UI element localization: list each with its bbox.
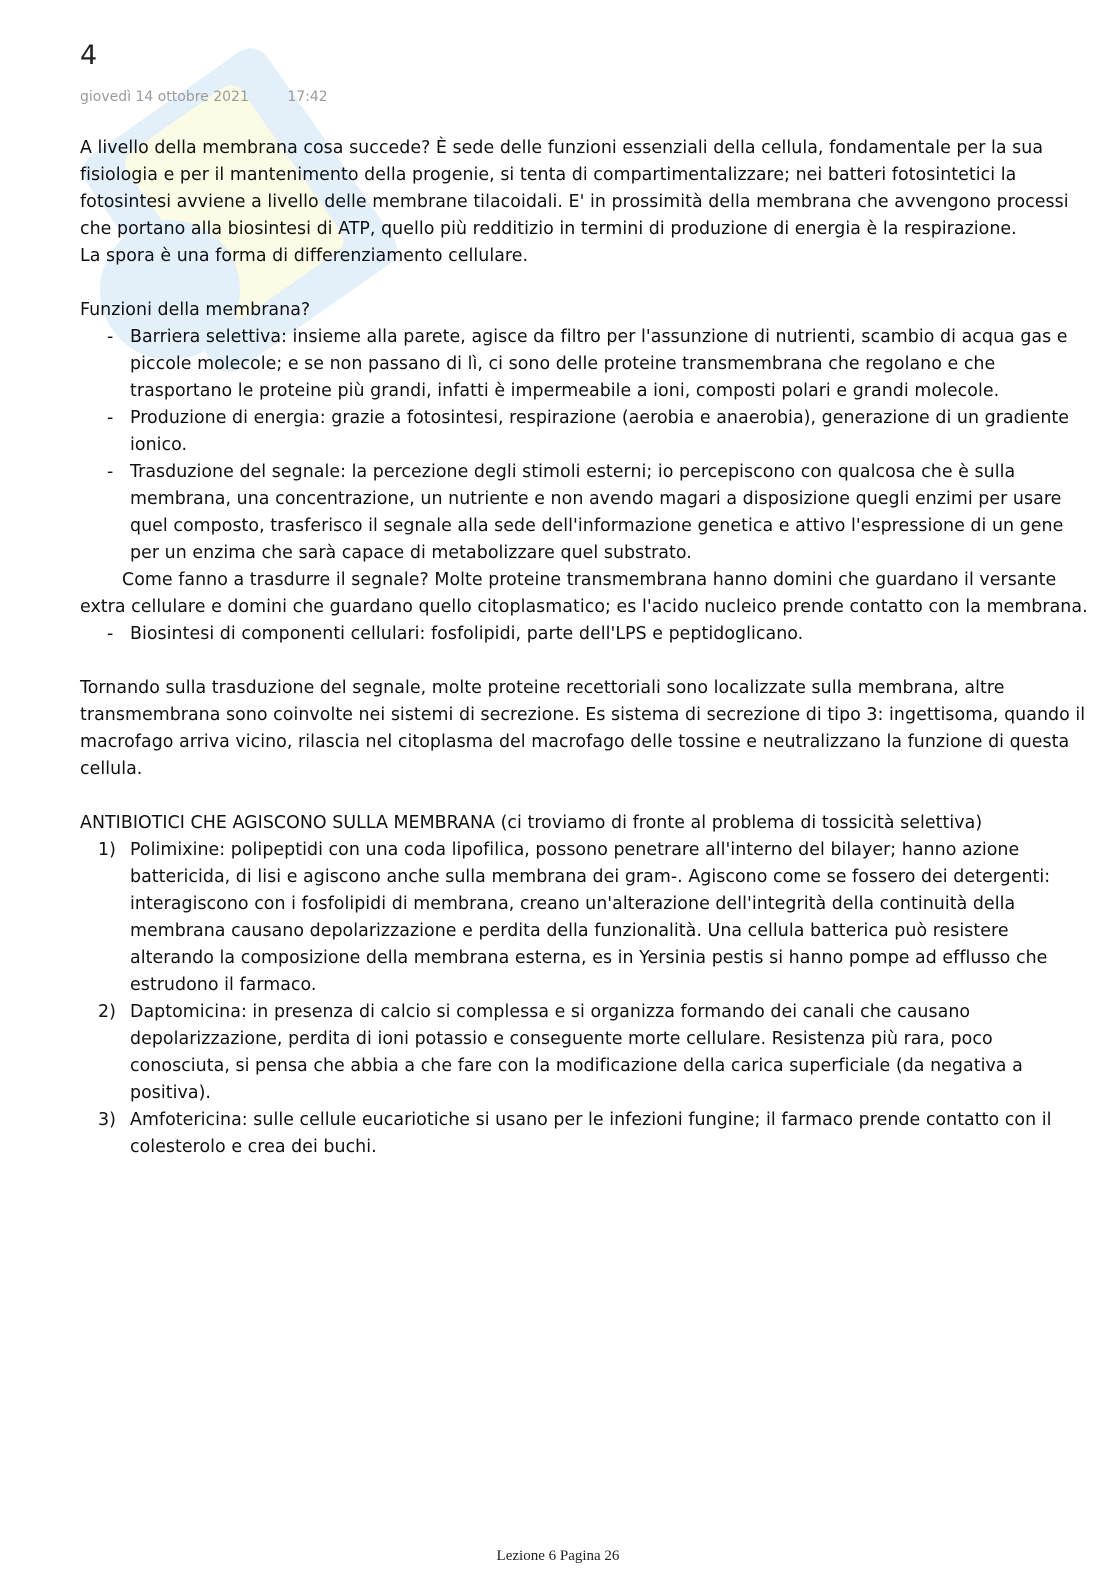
page-time: 17:42: [287, 89, 328, 105]
note-body: [80, 135, 1095, 1161]
trasduzione-paragraph: Tornando sulla trasduzione del segnale, molte proteine recettoriali sono localizzate sulla membrana, altre transmembrana sono coinvolte nei sistemi di secrezione. Es sistema di secrezione di tipo 3: ingettisoma, quando il macrofago arriva vicino, rilascia nel citoplasma del macrofago delle tossine e neutralizzano la funzione di questa cellula.: [80, 678, 1086, 779]
list-item: [80, 837, 1095, 999]
list-item: [80, 1107, 1095, 1161]
list-item-text: Polimixine: polipeptidi con una coda lipofilica, possono penetrare all'interno del bilayer; hanno azione battericida, di lisi e agiscono anche sulla membrana dei gram-. Agiscono come se fossero dei detergenti: interagiscono con i fosfolipidi di membrana, creano un'alterazione dell'integrità della continuità della membrana causano depolarizzazione e perdita della funzionalità. Una cellula batterica può resistere alterando la composizione della membrana esterna, es in Yersinia pestis si hanno pompe ad efflusso che estrudono il farmaco.: [130, 840, 1051, 995]
list-item-text: Daptomicina: in presenza di calcio si complessa e si organizza formando dei canali che causano depolarizzazione, perdita di ioni potassio e conseguente morte cellulare. Resistenza più rara, poco conosciuta, si pensa che abbia a che fare con la modificazione della carica superficiale (da negativa a positiva).: [130, 1002, 1023, 1103]
list-item: [80, 999, 1095, 1107]
list-item: - Trasduzione del segnale: la percezione degli stimoli esterni; io percepiscono con qualcosa che è sulla membrana, una concentrazione, un nutriente e non avendo magari a disposizione quegli enzimi per usare quel composto, trasferisco il segnale alla sede dell'informazione genetica e attivo l'espressione di un gene per un enzima che sarà capace di metabolizzare quel substrato.: [80, 459, 1095, 567]
antibiotici-list: [80, 837, 1095, 1161]
funzioni-list-continued: [80, 621, 1095, 648]
page-footer: Lezione 6 Pagina 26: [496, 1548, 620, 1564]
page-title: 4: [80, 40, 98, 71]
list-item: - Barriera selettiva: insieme alla parete, agisce da filtro per l'assunzione di nutrienti, scambio di acqua gas e piccole molecole; e se non passano di lì, ci sono delle proteine transmembrana che regolano e che trasportano le proteine più grandi, infatti è impermeabile a ioni, composti polari e grandi molecole.: [80, 324, 1095, 405]
list-item-text: Amfotericina: sulle cellule eucariotiche si usano per le infezioni fungine; il farmaco prende contatto con il colesterolo e crea dei buchi.: [130, 1110, 1052, 1157]
list-item: - Biosintesi di componenti cellulari: fosfolipidi, parte dell'LPS e peptidoglicano.: [80, 621, 1095, 648]
intro-paragraph: A livello della membrana cosa succede? È sede delle funzioni essenziali della cellula, fondamentale per la sua fisiologia e per il mantenimento della progenie, si tenta di compartimentalizzare; nei batteri fotosintetici la fotosintesi avviene a livello delle membrane tilacoidali. E' in prossimità della membrana che avvengono processi che portano alla biosintesi di ATP, quello più redditizio in termini di produzione di energia è la respirazione.: [80, 138, 1069, 239]
list-number: 2): [98, 1002, 116, 1022]
funzioni-list: [80, 324, 1095, 567]
list-item: - Produzione di energia: grazie a fotosintesi, respirazione (aerobia e anaerobia), generazione di un gradiente ionico.: [80, 405, 1095, 459]
page-date: giovedì 14 ottobre 2021: [80, 89, 249, 105]
page-metadata: [80, 89, 328, 105]
trasduzione-note: Come fanno a trasdurre il segnale? Molte proteine transmembrana hanno domini che guardano il versante extra cellulare e domini che guardano quello citoplasmatico; es l'acido nucleico prende contatto con la membrana.: [80, 570, 1088, 617]
list-number: 1): [98, 840, 116, 860]
spora-line: La spora è una forma di differenziamento cellulare.: [80, 246, 529, 266]
funzioni-heading: Funzioni della membrana?: [80, 300, 311, 320]
antibiotici-heading: ANTIBIOTICI CHE AGISCONO SULLA MEMBRANA (ci troviamo di fronte al problema di tossicità selettiva): [80, 813, 983, 833]
list-number: 3): [98, 1110, 116, 1130]
